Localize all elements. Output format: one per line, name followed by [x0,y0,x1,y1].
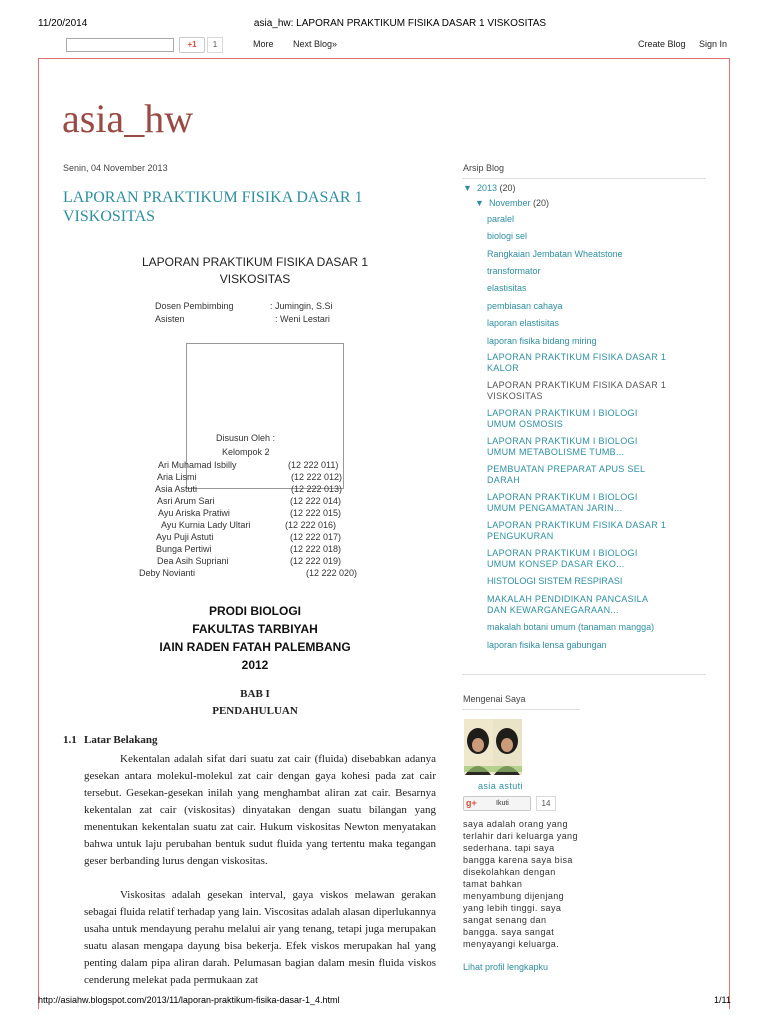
paragraph-2: Viskositas adalah gesekan interval, gaya viskos melawan gerakan sebagai fluida relatif terhadap yang lain. Viscositas adalah alasan diperlukannya usaha untuk mendayung perahu melalui air yang tenang, tetapi juga merupakan suatu alasan mengapa dayung bisa bekerja. Efek viskos merupakan hal yang penting dalam pipa aliran darah. Pelumasan bagian dalam mesin fluida viskos cenderung melekat pada permukaan zat [84,889,436,986]
prodi-line: PRODI BIOLOGI [208,604,301,618]
archive-post-link[interactable]: Rangkaian Jembatan Wheatstone [487,249,623,259]
archive-year-label: 2013 [476,183,497,193]
paragraph-1: Kekentalan adalah sifat dari suatu zat cair (fluida) disebabkan adanya gesekan antara molekul-molekul zat cair dengan gaya kohesi pada zat cair tersebut. Gesekan-gesekan inilah yang menghambat aliran zat cair. Besarnya kekentalan zat cair (viskositas) dinyatakan dengan suatu bilangan yang menentukan kekentalan suatu zat cair. Hukum viskositas Newton menyatakan bahwa untuk laju perubahan bentuk sudut fluida yang tertentu maka tegangan geser berbanding lurus dengan viskositas. [84,753,436,867]
archive-month-label: November [488,198,531,208]
archive-post-link[interactable]: laporan fisika lensa gabungan [487,640,607,650]
sign-in-link[interactable]: Sign In [699,39,728,49]
member-nim: (12 222 020) [306,568,358,578]
print-footer-url: http://asiahw.blogspot.com/2013/11/laporan-praktikum-fisika-dasar-1_4.html [38,995,340,1005]
post-date: Senin, 04 November 2013 [63,163,168,173]
about-heading: Mengenai Saya [463,694,526,704]
member-name: Ayu Kurnia Lady Ultari [161,520,251,530]
member-nim: (12 222 017) [290,532,342,542]
triangle-down-icon: ▼ [475,198,484,208]
member-nim: (12 222 015) [290,508,342,518]
next-blog-link[interactable]: Next Blog» [293,39,338,49]
archive-post-link[interactable]: LAPORAN PRAKTIKUM I BIOLOGI UMUM METABOLISME TUMB... [487,436,638,457]
archive-post-link[interactable]: MAKALAH PENDIDIKAN PANCASILA DAN KEWARGANEGARAAN... [487,594,648,615]
follow-count: 14 [536,796,556,811]
member-nim: (12 222 013) [291,484,343,494]
archive-post-link[interactable]: PEMBUATAN PREPARAT APUS SEL DARAH [487,464,645,485]
archive-post-link[interactable]: LAPORAN PRAKTIKUM I BIOLOGI UMUM KONSEP DASAR EKO... [487,548,638,569]
archive-post-link[interactable]: LAPORAN PRAKTIKUM FISIKA DASAR 1 KALOR [487,352,667,373]
profile-full-link[interactable]: Lihat profil lengkapku [463,962,549,972]
blog-title[interactable]: asia_hw [62,96,194,141]
member-name: Ayu Puji Astuti [156,532,214,542]
member-nim: (12 222 014) [290,496,342,506]
institution-line: IAIN RADEN FATAH PALEMBANG [159,640,351,654]
member-name: Bunga Pertiwi [156,544,212,554]
archive-heading: Arsip Blog [463,163,505,173]
bab-number: BAB I [240,688,270,700]
kelompok-label: Kelompok 2 [222,447,270,457]
dosen-value: : Jumingin, S.Si [270,301,333,311]
doc-title-line-1: LAPORAN PRAKTIKUM FISIKA DASAR 1 [141,255,369,269]
doc-title-line-2: VISKOSITAS [219,272,291,286]
member-name: Asia Astuti [155,484,198,494]
member-name: Deby Novianti [139,568,196,578]
follow-label: Ikuti [496,800,509,807]
profile-avatar[interactable] [464,719,522,775]
member-nim: (12 222 011) [288,460,339,470]
archive-post-link[interactable]: LAPORAN PRAKTIKUM I BIOLOGI UMUM OSMOSIS [487,408,638,429]
section-number: 1.1 [63,734,77,746]
follow-button[interactable] [463,796,531,811]
archive-post-link[interactable]: pembiasan cahaya [487,301,563,311]
print-date: 11/20/2014 [38,18,88,29]
blogger-navbar [0,34,768,56]
about-divider [462,709,580,710]
archive-year-count: (20) [499,183,516,193]
asisten-label: Asisten [155,314,185,324]
more-link[interactable]: More [253,39,274,49]
fakultas-line: FAKULTAS TARBIYAH [192,622,318,636]
archive-month-count: (20) [532,198,549,208]
member-name: Ari Muhamad Isbilly [158,460,237,470]
asisten-value: : Weni Lestari [275,314,330,324]
triangle-down-icon: ▼ [463,183,472,193]
bab-title: PENDAHULUAN [212,705,298,717]
dosen-label: Dosen Pembimbing [155,301,234,311]
archive-post-link[interactable]: elastisitas [487,283,527,293]
profile-name-link[interactable]: asia astuti [478,781,523,791]
member-name: Aria Lismi [157,472,197,482]
archive-bottom-divider [462,674,706,675]
member-name: Ayu Ariska Pratiwi [158,508,230,518]
member-nim: (12 222 019) [290,556,342,566]
archive-year-toggle[interactable] [463,183,516,193]
archive-post-link[interactable]: biologi sel [487,231,528,241]
about-text: saya adalah orang yang terlahir dari keluarga yang sederhana. tapi saya bangga karena saya bisa disekolahkan dengan tamat bahkan menyambung dijenjang yang lebih tinggi. saya sangat senang dan bangga. saya sangat menyayangi keluarga. [463,819,578,949]
archive-post-link[interactable]: paralel [487,214,515,224]
archive-post-link[interactable]: transformator [487,266,541,276]
archive-divider [462,178,706,179]
archive-post-link[interactable]: laporan elastisitas [487,318,560,328]
member-nim: (12 222 016) [285,520,337,530]
print-footer-page: 1/11 [714,995,731,1005]
search-input[interactable] [66,38,174,52]
archive-post-link[interactable]: makalah botani umum (tanaman mangga) [487,622,655,632]
post-title[interactable]: LAPORAN PRAKTIKUM FISIKA DASAR 1 VISKOSITAS [63,189,363,225]
archive-post-link[interactable]: LAPORAN PRAKTIKUM I BIOLOGI UMUM PENGAMATAN JARIN... [487,492,638,513]
gplus-count: 1 [207,37,223,53]
create-blog-link[interactable]: Create Blog [638,39,686,49]
archive-post-link[interactable]: HISTOLOGI SISTEM RESPIRASI [487,576,623,586]
archive-post-current[interactable]: LAPORAN PRAKTIKUM FISIKA DASAR 1 VISKOSITAS [487,380,667,401]
archive-month-toggle[interactable] [475,198,549,208]
archive-post-link[interactable]: LAPORAN PRAKTIKUM FISIKA DASAR 1 PENGUKURAN [487,520,667,541]
archive-post-link[interactable]: laporan fisika bidang miring [487,336,597,346]
member-nim: (12 222 018) [290,544,342,554]
gplus-icon: g+ [466,798,477,808]
section-title: Latar Belakang [84,734,158,746]
avatar-photo [464,719,522,775]
member-name: Asri Arum Sari [157,496,215,506]
gplus-button[interactable] [179,37,205,53]
year-line: 2012 [241,658,269,672]
gplus-label: +1 [187,40,197,49]
print-page-title: asia_hw: LAPORAN PRAKTIKUM FISIKA DASAR 1 VISKOSITAS [253,18,547,29]
member-nim: (12 222 012) [291,472,343,482]
disusun-label: Disusun Oleh : [216,433,276,443]
member-name: Dea Asih Supriani [157,556,229,566]
